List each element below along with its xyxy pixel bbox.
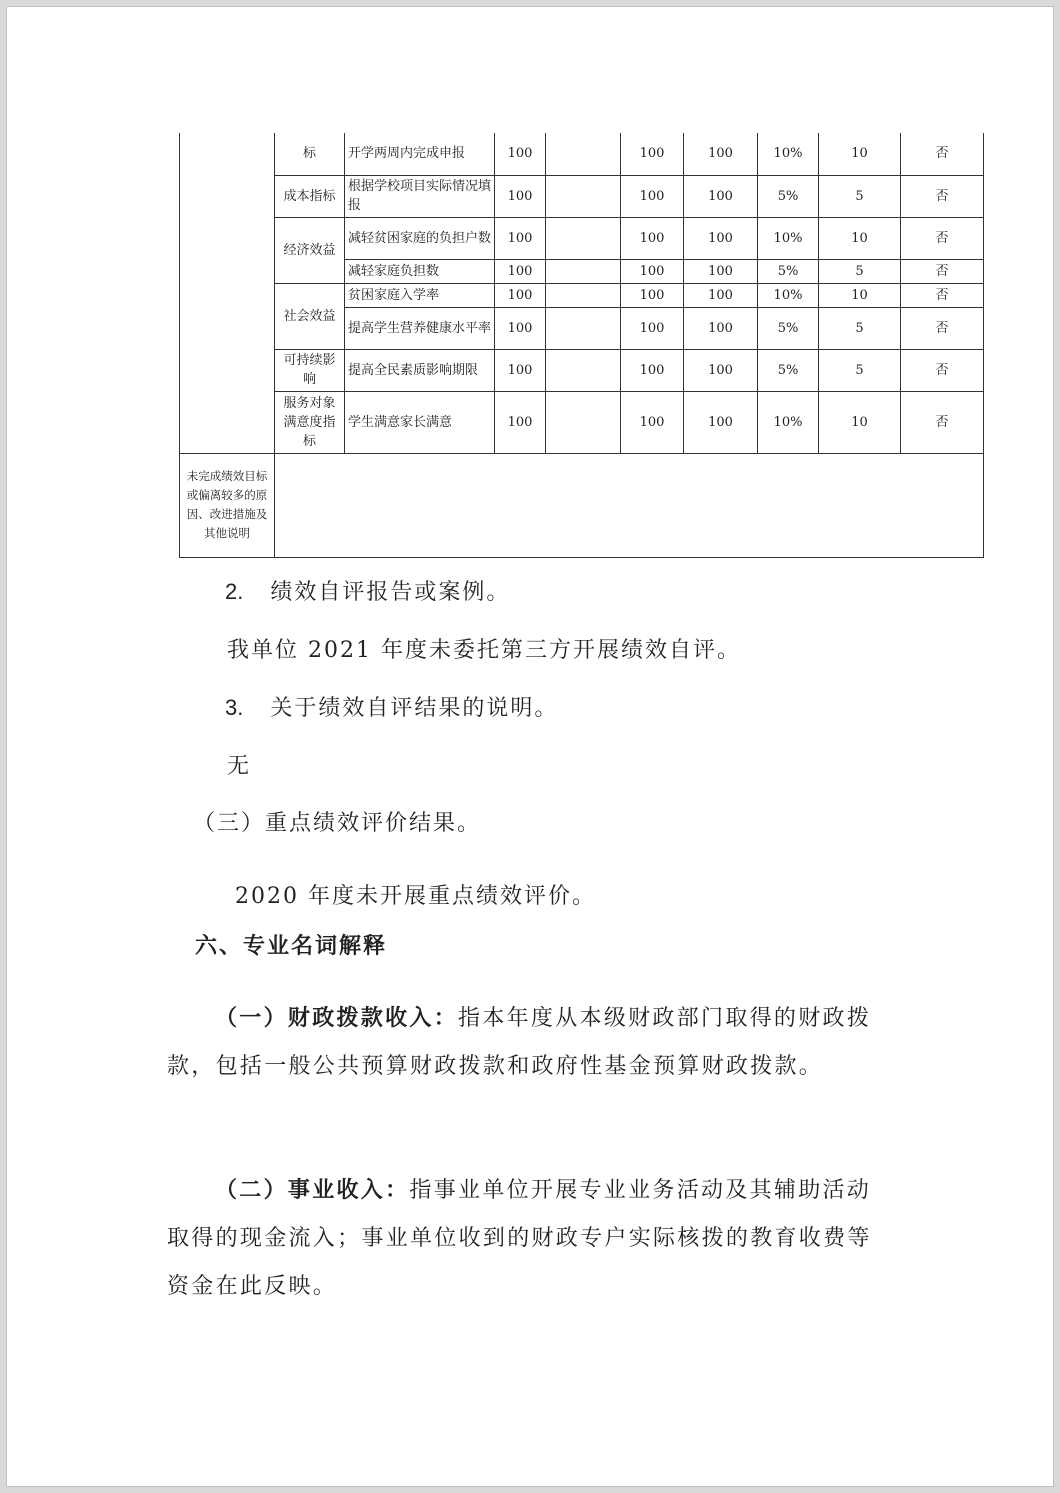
section-3-heading: （三）重点绩效评价结果。 — [193, 811, 482, 836]
table-row — [180, 175, 984, 217]
mid-value — [546, 307, 621, 349]
target-value: 100 — [495, 133, 546, 175]
table-row — [180, 133, 984, 175]
score: 10 — [819, 217, 901, 259]
score-base: 100 — [684, 217, 758, 259]
indicator-category: 社会效益 — [275, 283, 345, 349]
table-row — [180, 391, 984, 453]
score: 5 — [819, 175, 901, 217]
target-value: 100 — [495, 307, 546, 349]
weight: 5% — [758, 307, 819, 349]
deviation-flag: 否 — [901, 133, 984, 175]
table-row — [180, 217, 984, 259]
deviation-flag: 否 — [901, 283, 984, 307]
self-eval-statement: 我单位 2021 年度未委托第三方开展绩效自评。 — [227, 638, 741, 663]
deviation-flag: 否 — [901, 217, 984, 259]
actual-value: 100 — [621, 391, 684, 453]
score: 5 — [819, 349, 901, 391]
mid-value — [546, 133, 621, 175]
target-value: 100 — [495, 391, 546, 453]
target-value: 100 — [495, 283, 546, 307]
actual-value: 100 — [621, 175, 684, 217]
weight: 5% — [758, 175, 819, 217]
item-2 — [225, 575, 510, 606]
indicator-name: 根据学校项目实际情况填报 — [345, 175, 495, 217]
deviation-flag: 否 — [901, 175, 984, 217]
actual-value: 100 — [621, 133, 684, 175]
note-label: 未完成绩效目标或偏离较多的原因、改进措施及其他说明 — [180, 453, 275, 557]
table-row — [180, 349, 984, 391]
actual-value: 100 — [621, 283, 684, 307]
score-base: 100 — [684, 259, 758, 283]
score: 10 — [819, 283, 901, 307]
score-base: 100 — [684, 349, 758, 391]
item-3 — [225, 691, 558, 722]
item-3-text: 关于绩效自评结果的说明。 — [270, 696, 559, 721]
section-6-heading: 六、专业名词解释 — [195, 934, 388, 959]
table-row-note — [180, 453, 984, 557]
target-value: 100 — [495, 217, 546, 259]
table-cell-empty — [180, 133, 275, 453]
indicator-name: 减轻家庭负担数 — [345, 259, 495, 283]
actual-value: 100 — [621, 307, 684, 349]
indicator-category: 标 — [275, 133, 345, 175]
score: 10 — [819, 391, 901, 453]
deviation-flag: 否 — [901, 391, 984, 453]
actual-value: 100 — [621, 349, 684, 391]
indicator-name: 提高全民素质影响期限 — [345, 349, 495, 391]
key-eval-statement: 2020 年度未开展重点绩效评价。 — [235, 884, 596, 909]
definition-text: 指本年度从本级财政部门取得的财政拨款，包括一般公共预算财政拨款和政府性基金预算财政拨款。 — [167, 1006, 872, 1079]
weight: 5% — [758, 259, 819, 283]
indicator-category: 服务对象满意度指标 — [275, 391, 345, 453]
definition-fiscal-appropriation — [167, 995, 887, 1091]
weight: 5% — [758, 349, 819, 391]
score-base: 100 — [684, 391, 758, 453]
item-2-number: 2. — [225, 579, 244, 604]
weight: 10% — [758, 133, 819, 175]
performance-table — [179, 133, 984, 558]
mid-value — [546, 175, 621, 217]
indicator-category: 可持续影响 — [275, 349, 345, 391]
score-base: 100 — [684, 175, 758, 217]
actual-value: 100 — [621, 259, 684, 283]
actual-value: 100 — [621, 217, 684, 259]
score: 5 — [819, 259, 901, 283]
none-text: 无 — [227, 754, 252, 779]
document-page — [6, 6, 1054, 1487]
score-base: 100 — [684, 307, 758, 349]
target-value: 100 — [495, 175, 546, 217]
weight: 10% — [758, 391, 819, 453]
target-value: 100 — [495, 349, 546, 391]
item-2-text: 绩效自评报告或案例。 — [270, 580, 511, 605]
definition-term: （二）事业收入： — [215, 1178, 410, 1203]
indicator-name: 开学两周内完成申报 — [345, 133, 495, 175]
item-3-number: 3. — [225, 695, 244, 720]
mid-value — [546, 391, 621, 453]
definition-business-income — [167, 1167, 887, 1311]
indicator-name: 提高学生营养健康水平率 — [345, 307, 495, 349]
indicator-name: 减轻贫困家庭的负担户数 — [345, 217, 495, 259]
definition-text: 指事业单位开展专业业务活动及其辅助活动取得的现金流入；事业单位收到的财政专户实际核拨的教育收费等资金在此反映。 — [167, 1178, 872, 1299]
mid-value — [546, 259, 621, 283]
note-value — [275, 453, 984, 557]
mid-value — [546, 283, 621, 307]
deviation-flag: 否 — [901, 349, 984, 391]
weight: 10% — [758, 217, 819, 259]
deviation-flag: 否 — [901, 259, 984, 283]
mid-value — [546, 217, 621, 259]
indicator-category: 成本指标 — [275, 175, 345, 217]
score: 10 — [819, 133, 901, 175]
indicator-name: 贫困家庭入学率 — [345, 283, 495, 307]
mid-value — [546, 349, 621, 391]
indicator-name: 学生满意家长满意 — [345, 391, 495, 453]
table-row — [180, 283, 984, 307]
score: 5 — [819, 307, 901, 349]
target-value: 100 — [495, 259, 546, 283]
score-base: 100 — [684, 133, 758, 175]
indicator-category: 经济效益 — [275, 217, 345, 283]
weight: 10% — [758, 283, 819, 307]
score-base: 100 — [684, 283, 758, 307]
deviation-flag: 否 — [901, 307, 984, 349]
definition-term: （一）财政拨款收入： — [215, 1006, 459, 1031]
